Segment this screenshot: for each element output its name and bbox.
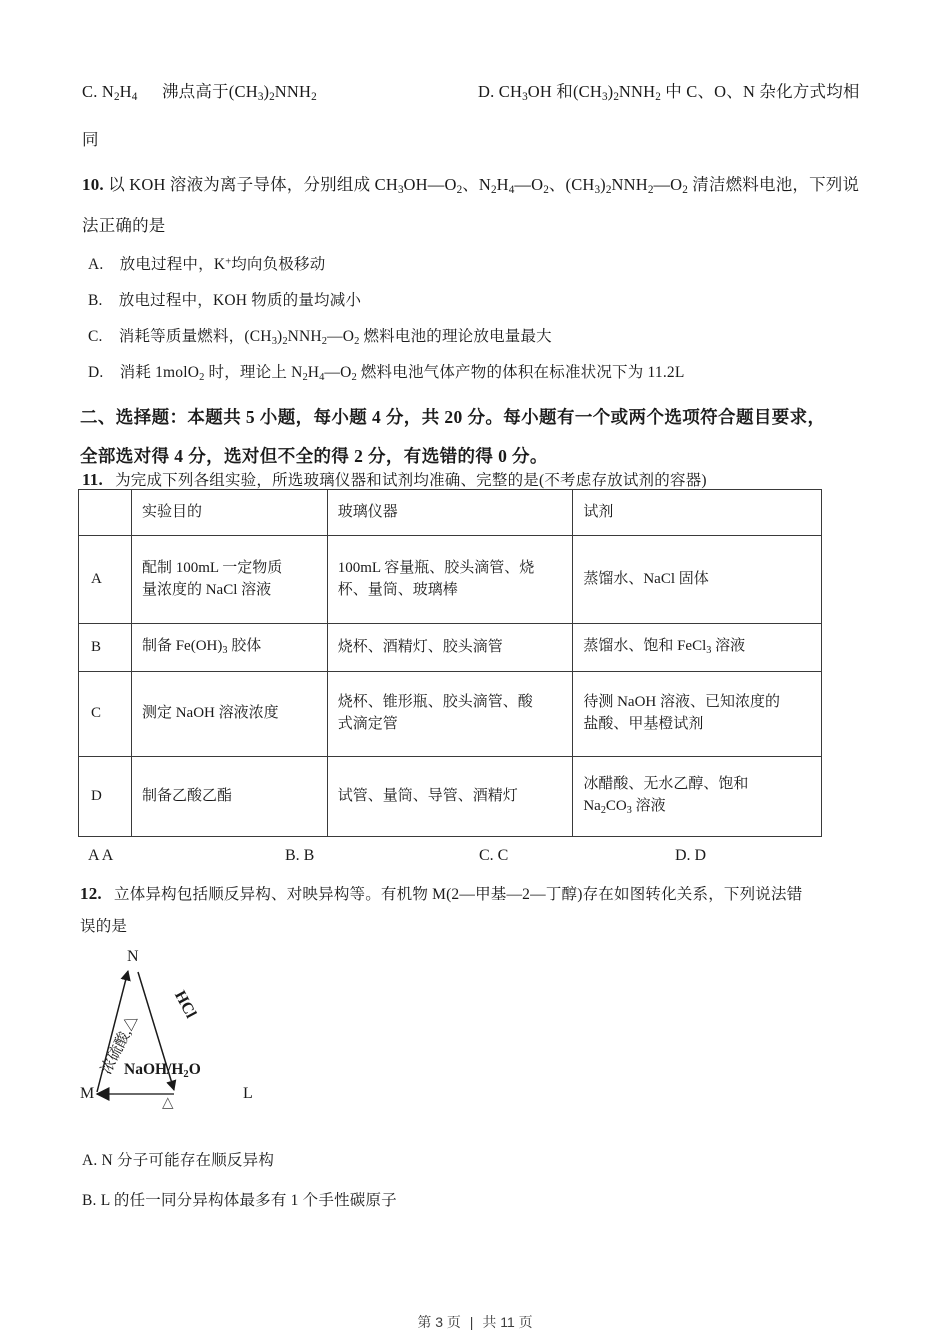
q11-answer-option-c[interactable]: C. C <box>479 847 509 864</box>
scheme-edge-label-naoh: NaOH/$H_2O$ <box>124 1061 201 1080</box>
q10-option-c <box>88 328 552 349</box>
q11-stem-text: 为完成下列各组实验，所选玻璃仪器和试剂均准确、完整的是(不考虑存放试剂的容器) <box>115 472 707 489</box>
footer-separator: | <box>469 1314 474 1330</box>
row-b-reagent: 蒸馏水、饱和 FeCl$_3$ 溶液 <box>573 624 822 672</box>
q9-option-c-formula-a: $N_2H_4$ <box>101 82 138 104</box>
row-b-purpose: 制备 $Fe(OH)_3$ 胶体 <box>131 624 327 672</box>
row-d-reagent: 冰醋酸、无水乙醇、饱和 $Na_2CO_3$ 溶液 <box>573 757 822 837</box>
q10-option-b-label: B. <box>88 292 103 309</box>
row-letter-c: C <box>79 672 132 757</box>
q12-stem-line2: 误的是 <box>80 918 128 935</box>
table-header-purpose: 实验目的 <box>131 490 327 536</box>
q9-option-d <box>478 82 860 105</box>
q9-option-c <box>82 82 317 105</box>
q10-option-a <box>88 256 325 275</box>
scheme-node-n: N <box>127 948 139 965</box>
q12-option-a-label: A. <box>82 1152 98 1169</box>
q9-option-d-label: D. <box>478 82 495 101</box>
row-c-purpose: 测定 NaOH 溶液浓度 <box>131 672 327 757</box>
table-row <box>79 672 822 757</box>
q11-number: 11. <box>82 470 103 489</box>
q11-answer-option-d[interactable]: D. D <box>675 847 707 864</box>
q12-stem-line1 <box>80 884 802 905</box>
q10-number: 10. <box>82 175 104 194</box>
scheme-edge-label-text: 浓硫酸, <box>98 1026 135 1078</box>
row-letter-b: B <box>79 624 132 672</box>
q11-answer-option-b[interactable]: B. B <box>285 847 315 864</box>
q10-option-c-label: C. <box>88 328 103 345</box>
delta-icon-bottom: △ <box>162 1095 174 1111</box>
table-row <box>79 624 822 672</box>
footer-total-pages: 11 <box>500 1314 515 1330</box>
q9-option-d-wrap: 同 <box>82 130 99 149</box>
table-row <box>79 757 822 837</box>
q10-option-d-label: D. <box>88 364 104 381</box>
q10-stem-line1 <box>82 175 859 198</box>
q10-option-b <box>88 292 361 311</box>
section2-heading-line1: 二、选择题：本题共 5 小题，每小题 4 分，共 20 分。每小题有一个或两个选项符合题目要求， <box>80 407 826 427</box>
q10-option-d-text: 消耗 1molO$_2$ 时，理论上 $N_2H_4—O_2$ 燃料电池气体产物的体积在标准状况下为 11.2L <box>119 364 685 383</box>
table-row <box>79 536 822 624</box>
q11-stem <box>82 470 707 491</box>
footer-total-prefix: 共 <box>482 1314 497 1330</box>
q12-option-a <box>82 1152 274 1171</box>
scheme-edge-label-hcl: HCl <box>170 988 200 1022</box>
q12-option-a-text: N 分子可能存在顺反异构 <box>101 1152 275 1169</box>
row-d-glassware: 试管、量筒、导管、酒精灯 <box>327 757 573 837</box>
table-header-glassware: 玻璃仪器 <box>327 490 573 536</box>
q9-option-d-text: $CH_3OH$ 和$(CH_3)_2NNH_2$ 中 C、O、N 杂化方式均相 <box>498 82 860 104</box>
q10-option-a-label: A. <box>88 256 104 273</box>
q10-option-b-text: 放电过程中，KOH 物质的量均减小 <box>118 292 362 309</box>
q9-option-c-formula-b: $(CH_3)_2NNH_2$ <box>228 82 317 104</box>
table-header-blank <box>79 490 132 536</box>
q12-option-b-label: B. <box>82 1192 97 1209</box>
footer-unit-2: 页 <box>518 1314 533 1330</box>
q10-option-c-text: 消耗等质量燃料，$(CH_3)_2NNH_2—O_2$ 燃料电池的理论放电量最大 <box>118 328 552 347</box>
q12-option-b <box>82 1192 397 1211</box>
row-c-reagent: 待测 NaOH 溶液、已知浓度的 盐酸、甲基橙试剂 <box>573 672 822 757</box>
footer-current-page: 3 <box>435 1314 444 1330</box>
q9-option-c-text: 沸点高于 <box>161 82 229 101</box>
footer-unit-1: 页 <box>446 1314 461 1330</box>
row-d-purpose: 制备乙酸乙酯 <box>131 757 327 837</box>
q12-option-b-text: L 的任一同分异构体最多有 1 个手性碳原子 <box>100 1192 397 1209</box>
q10-stem-line2: 法正确的是 <box>82 216 166 235</box>
row-c-glassware: 烧杯、锥形瓶、胶头滴管、酸 式滴定管 <box>327 672 573 757</box>
q12-stem-text: 立体异构包括顺反异构、对映异构等。有机物 M(2—甲基—2—丁醇)存在如图转化关系，下列说法错 <box>114 886 803 903</box>
table-header-row <box>79 490 822 536</box>
q10-option-d <box>88 364 685 385</box>
delta-icon: △ <box>120 1012 142 1034</box>
q10-stem-text: 以 KOH 溶液为离子导体，分别组成 $CH_3OH—O_2$、$N_2H_4—O_2$、$(CH_3)_2NNH_2—O_2$ 清洁燃料电池，下列说 <box>108 175 860 197</box>
row-letter-d: D <box>79 757 132 837</box>
experiment-table <box>78 489 822 837</box>
page-footer <box>0 1312 950 1332</box>
q10-option-a-text: 放电过程中，K+均向负极移动 <box>119 256 326 273</box>
row-a-purpose: 配制 100mL 一定物质 量浓度的 NaCl 溶液 <box>131 536 327 624</box>
q11-answer-option-a[interactable]: A A <box>88 847 114 864</box>
table-header-reagent: 试剂 <box>573 490 822 536</box>
row-a-reagent: 蒸馏水、NaCl 固体 <box>573 536 822 624</box>
scheme-node-m: M <box>80 1085 95 1102</box>
q9-option-c-label: C. <box>82 82 98 101</box>
row-a-glassware: 100mL 容量瓶、胶头滴管、烧 杯、量筒、玻璃棒 <box>327 536 573 624</box>
footer-prefix: 第 <box>417 1314 432 1330</box>
row-letter-a: A <box>79 536 132 624</box>
section2-heading-line2: 全部选对得 4 分，选对但不全的得 2 分，有选错的得 0 分。 <box>80 446 548 466</box>
q12-number: 12. <box>80 884 102 903</box>
scheme-node-l: L <box>243 1085 253 1102</box>
row-b-glassware: 烧杯、酒精灯、胶头滴管 <box>327 624 573 672</box>
